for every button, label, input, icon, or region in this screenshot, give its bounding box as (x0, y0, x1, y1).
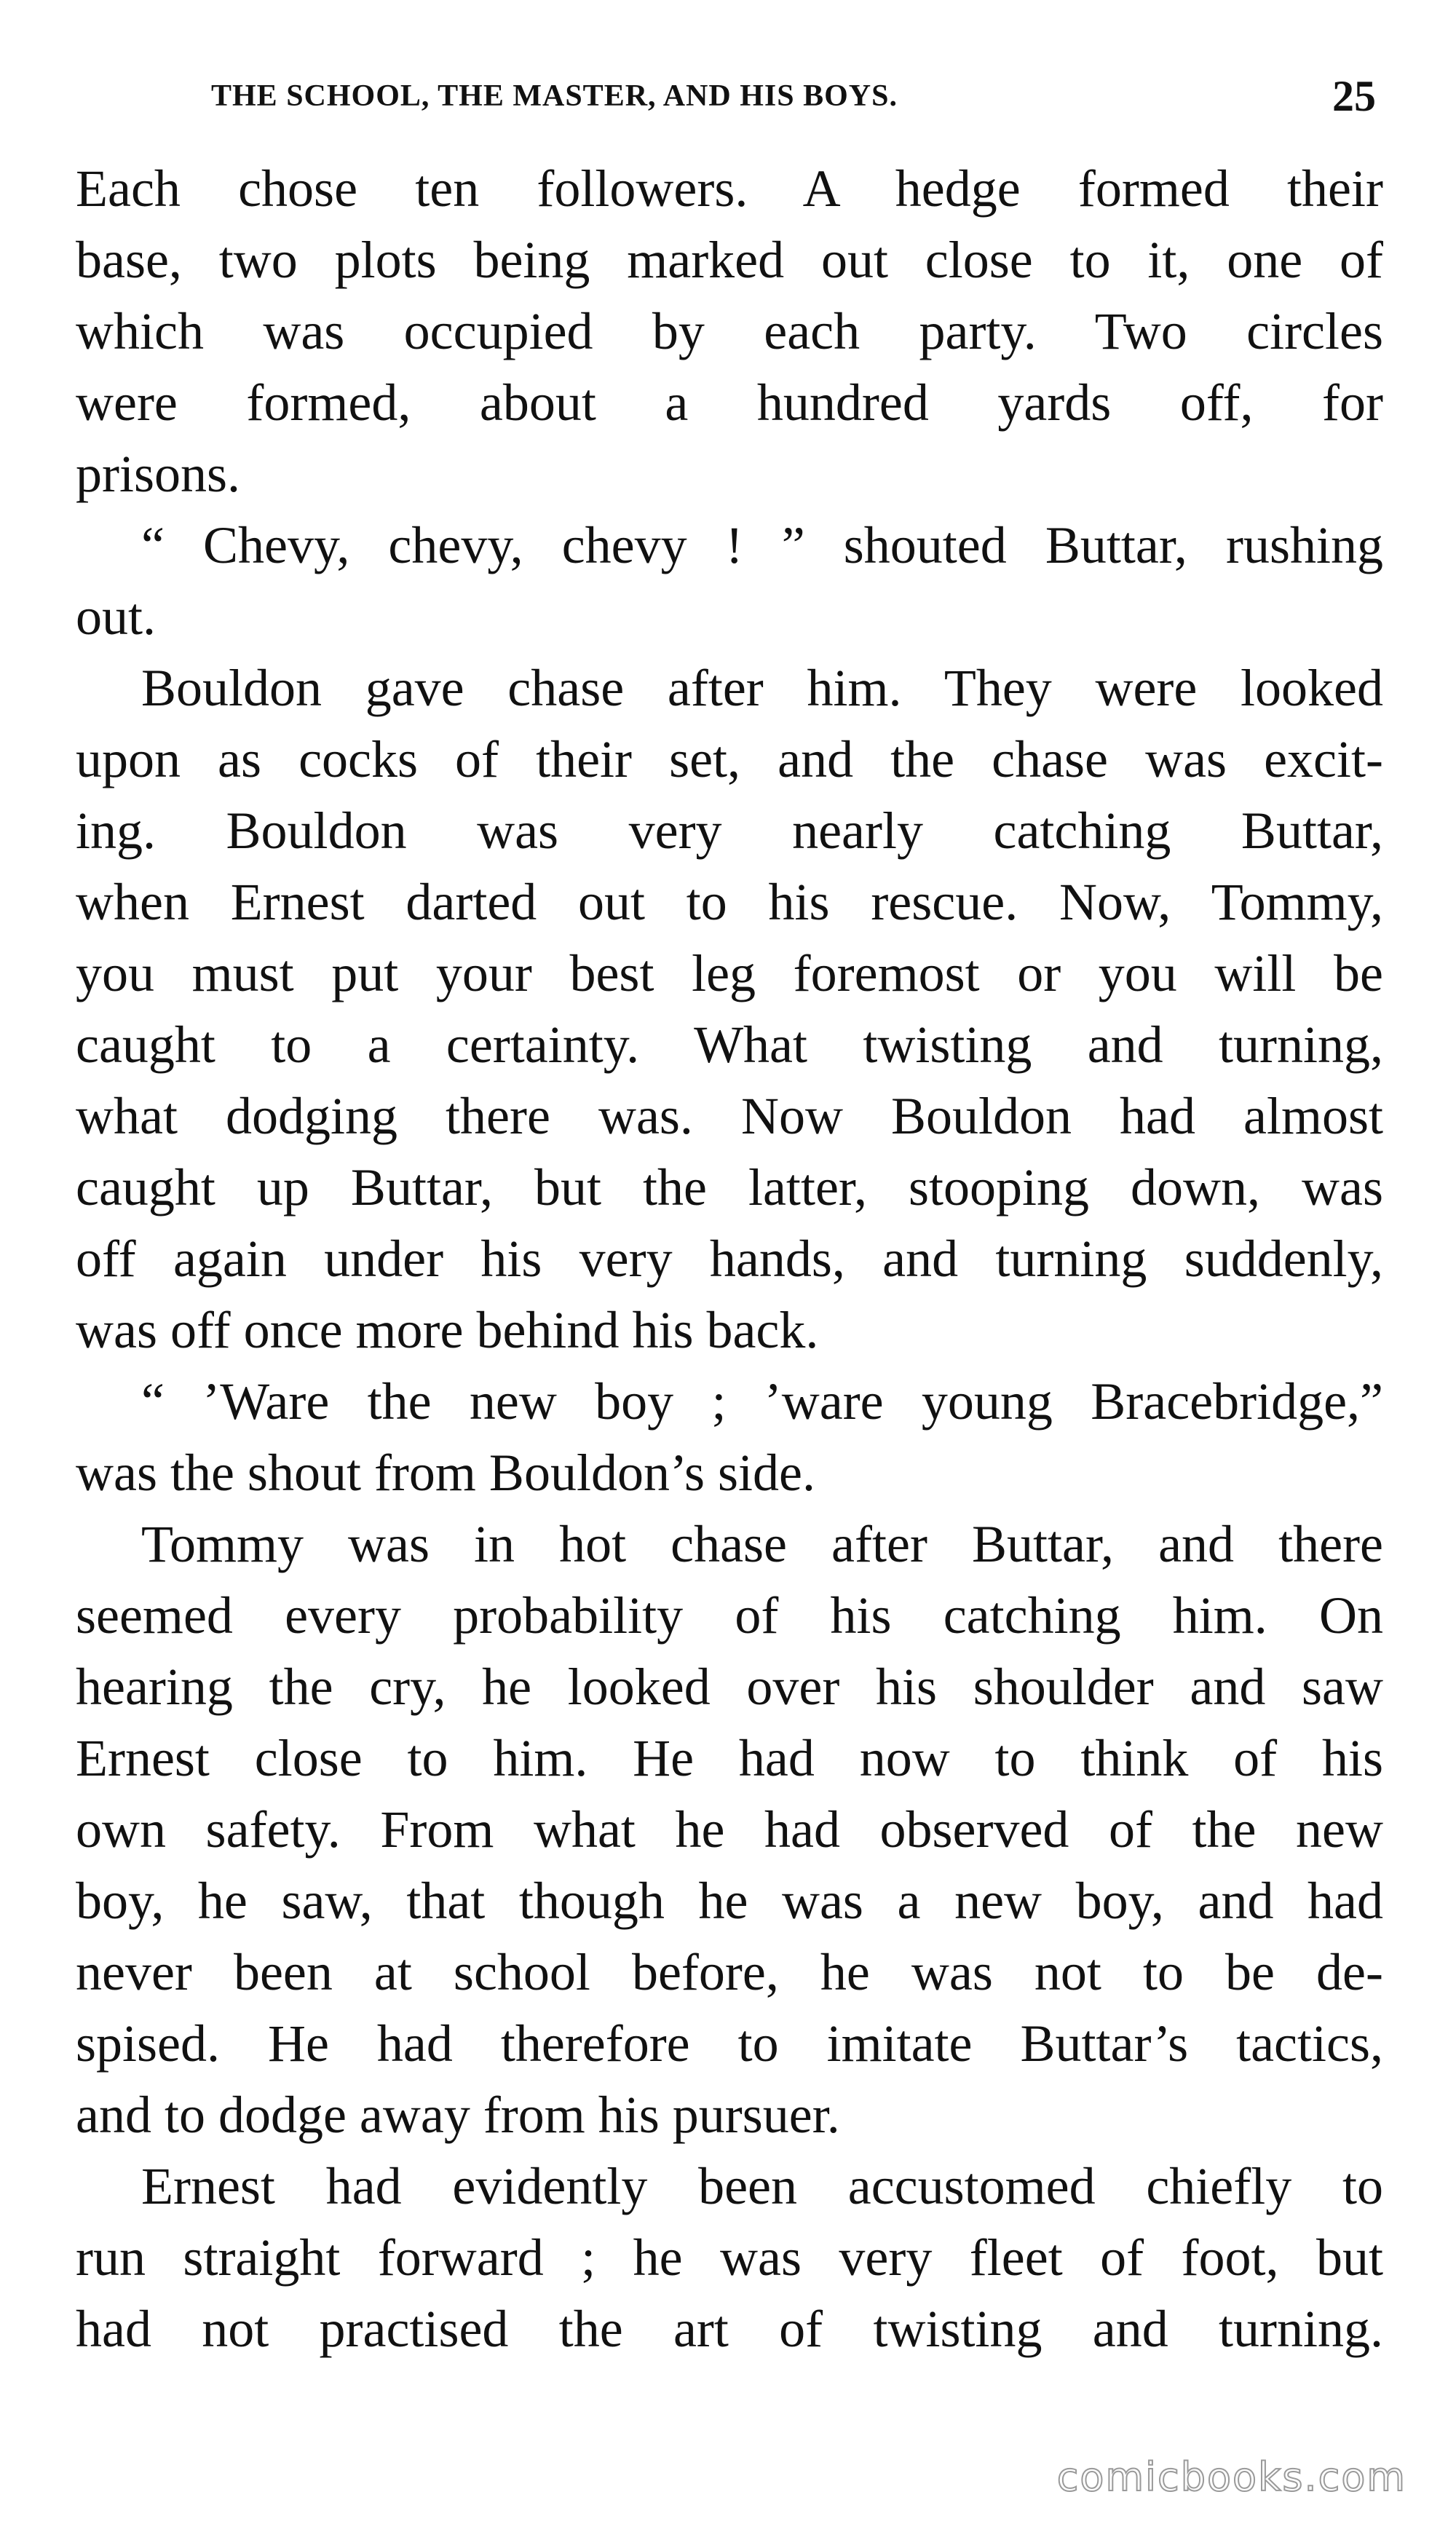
text-line: run straight forward ; he was very fleet of foot, but (76, 2228, 1383, 2287)
text-line: base, two plots being marked out close to it, one of (76, 231, 1383, 289)
text-line: own safety. From what he had observed of the new (76, 1800, 1383, 1859)
text-line: “ ’Ware the new boy ; ’ware young Bracebridge,” (141, 1372, 1383, 1431)
text-line: Each chose ten followers. A hedge formed their (76, 159, 1383, 218)
text-line: prisons. (76, 445, 241, 503)
text-line: was the shout from Bouldon’s side. (76, 1444, 815, 1502)
text-line: caught up Buttar, but the latter, stooping down, was (76, 1158, 1383, 1216)
watermark: comicbooks.com (1056, 2454, 1406, 2500)
text-line: and to dodge away from his pursuer. (76, 2086, 840, 2144)
text-line: was off once more behind his back. (76, 1301, 819, 1359)
text-line: were formed, about a hundred yards off, for (76, 373, 1383, 432)
page-number: 25 (1332, 71, 1376, 120)
text-line: hearing the cry, he looked over his shoulder and saw (76, 1658, 1383, 1716)
text-line: when Ernest darted out to his rescue. Now, Tommy, (76, 873, 1383, 931)
text-line: which was occupied by each party. Two circles (76, 302, 1383, 360)
text-line: Ernest had evidently been accustomed chiefly to (141, 2157, 1383, 2215)
text-line: “ Chevy, chevy, chevy ! ” shouted Buttar, rushing (141, 516, 1383, 574)
text-line: had not practised the art of twisting and turning. (76, 2300, 1383, 2358)
text-line: Tommy was in hot chase after Buttar, and there (141, 1515, 1383, 1573)
text-line: what dodging there was. Now Bouldon had almost (76, 1087, 1383, 1145)
text-line: seemed every probability of his catching him. On (76, 1586, 1383, 1645)
text-line: ing. Bouldon was very nearly catching Buttar, (76, 802, 1383, 860)
body-text (76, 153, 1383, 2365)
text-line: you must put your best leg foremost or you will be (76, 944, 1383, 1002)
text-line: upon as cocks of their set, and the chase was excit- (76, 730, 1383, 788)
text-line: caught to a certainty. What twisting and turning, (76, 1016, 1383, 1074)
text-line: off again under his very hands, and turning suddenly, (76, 1230, 1383, 1288)
text-line: never been at school before, he was not to be de- (76, 1943, 1383, 2001)
text-line: spised. He had therefore to imitate Buttar’s tactics, (76, 2014, 1383, 2073)
text-line: boy, he saw, that though he was a new boy, and had (76, 1872, 1383, 1930)
text-line: Bouldon gave chase after him. They were looked (141, 659, 1383, 717)
text-line: Ernest close to him. He had now to think of his (76, 1729, 1383, 1787)
running-title: THE SCHOOL, THE MASTER, AND HIS BOYS. (211, 79, 898, 113)
text-line: out. (76, 587, 157, 646)
running-head (211, 67, 1376, 125)
